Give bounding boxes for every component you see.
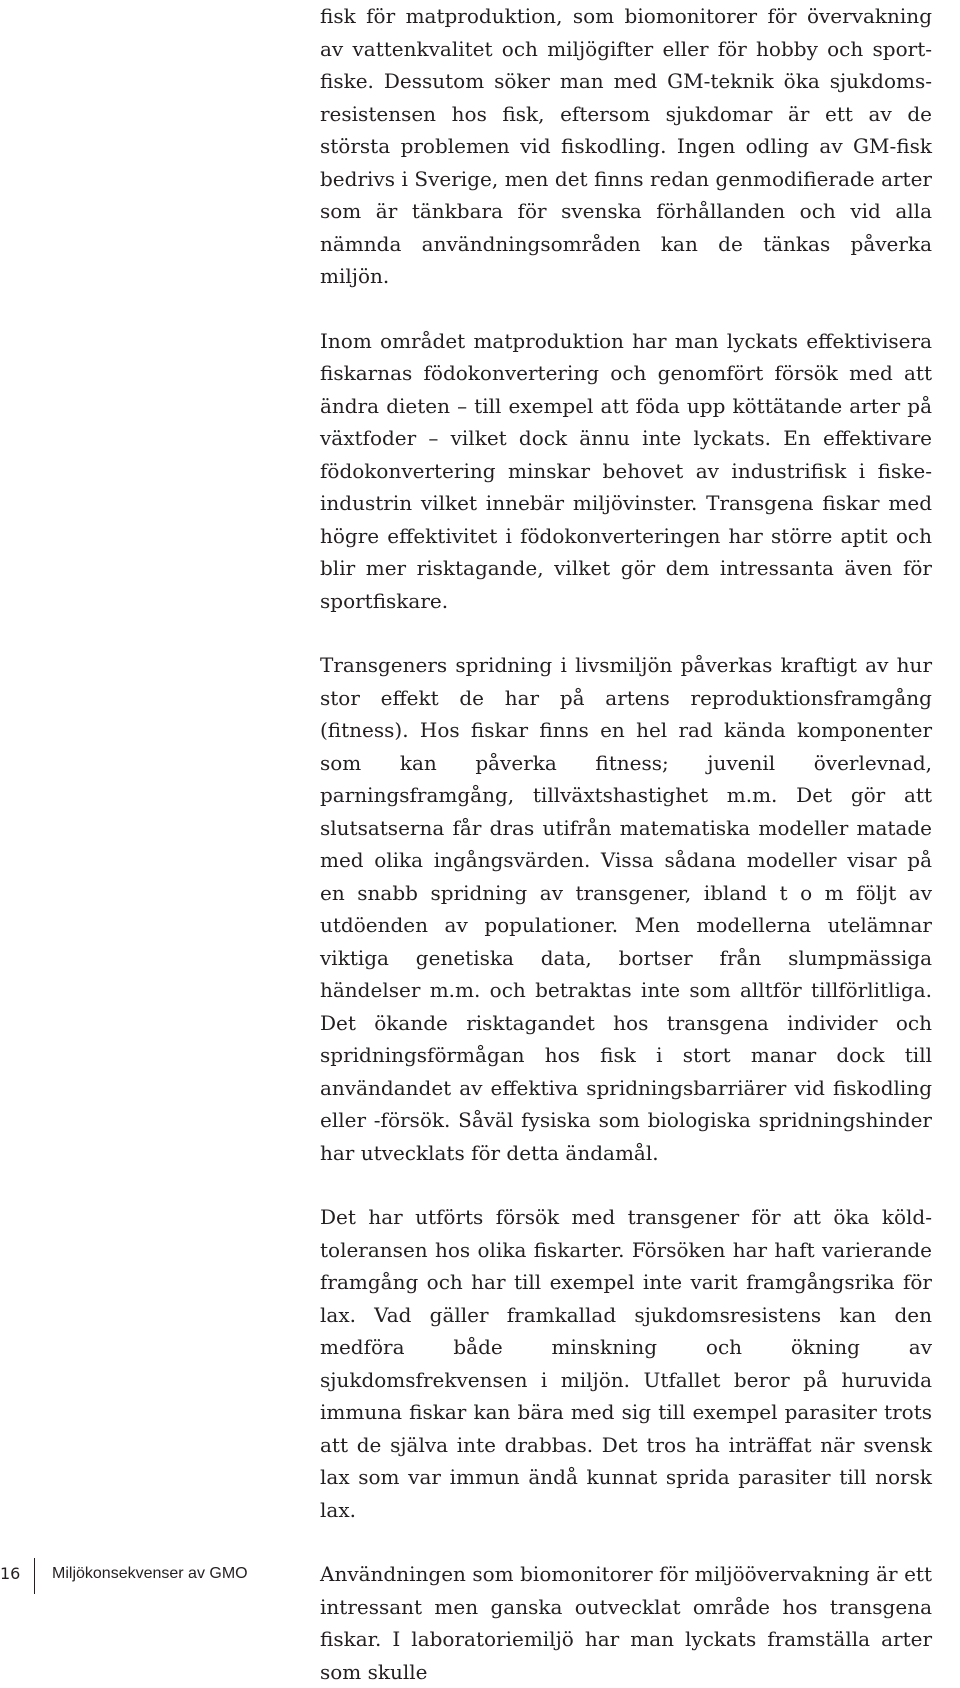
paragraph-1: fisk för matproduktion, som biomonitorer för övervakning av vattenkvalitet och miljögifter eller för hobby och sportfiske. Dessutom söker man med GM-teknik öka sjukdomsresistensen hos fisk, eftersom sjukdomar är ett av de största problemen vid fiskodling. Ingen odling av GM-fisk bedrivs i Sverige, men det finns redan genmodifierade arter som är tänkbara för svenska förhållanden och vid alla nämnda användningsområden kan de tänkas påverka miljön.: [320, 4, 932, 288]
paragraph-5: Användningen som biomonitorer för miljöövervakning är ett intressant men ganska outvecklat område hos transgena fiskar. I laboratoriemiljö har man lyckats framställa arter som skulle: [320, 1562, 932, 1684]
footer-divider: [34, 1558, 35, 1594]
paragraph-2: Inom området matproduktion har man lyckats effektivisera fiskarnas födokonvertering och genomfört försök med att ändra dieten – till exempel att föda upp köttätande arter på växtfoder – vilket dock ännu inte lyckats. En effektivare födokonvertering minskar behovet av industrifisk i fiskeindustrin vilket innebär miljövinster. Transgena fiskar med högre effektivitet i födokonverteringen har större aptit och blir mer risktagande, vilket gör dem intressanta även för sportfiskare.: [320, 328, 932, 613]
text-column: [320, 0, 932, 1688]
paragraph-4: Det har utförts försök med transgener för att öka köldtoleransen hos olika fiskarter. Försöken har haft varierande framgång och har till exempel inte varit framgångsrika för lax. Vad gäller framkallad sjukdomsresistens kan den medföra både minskning och ökning av sjukdomsfrekvensen i miljön. Utfallet beror på huruvida immuna fiskar kan bära med sig till exempel parasiter trots att de själva inte drabbas. Det tros ha inträffat när svensk lax som var immun ändå kunnat sprida parasiter till norsk lax.: [320, 1205, 932, 1522]
running-title: Miljökonsekvenser av GMO: [52, 1565, 248, 1582]
paragraph-3: Transgeners spridning i livsmiljön påverkas kraftigt av hur stor effekt de har på artens reproduktionsframgång (fitness). Hos fiskar finns en hel rad kända komponenter som kan påverka fitness; juvenil överlevnad, parningsframgång, tillväxtshastighet m.m. Det gör att slutsatserna får dras utifrån matematiska modeller matade med olika ingångsvärden. Vissa sådana modeller visar på en snabb spridning av transgener, ibland t o m följt av utdöenden av populationer. Men modellerna utelämnar viktiga genetiska data, bortser från slumpmässiga händelser m.m. och betraktas inte som alltför tillförlitliga. Det ökande risktagandet hos transgena individer och spridningsförmågan hos fisk i stort manar dock till användandet av effektiva spridningsbarriärer vid fiskodling eller -försök. Såväl fysiska som biologiska spridningshinder har utvecklats för detta ändamål.: [320, 653, 932, 1165]
page-number: 16: [0, 1564, 21, 1583]
page-footer: [0, 1558, 320, 1598]
